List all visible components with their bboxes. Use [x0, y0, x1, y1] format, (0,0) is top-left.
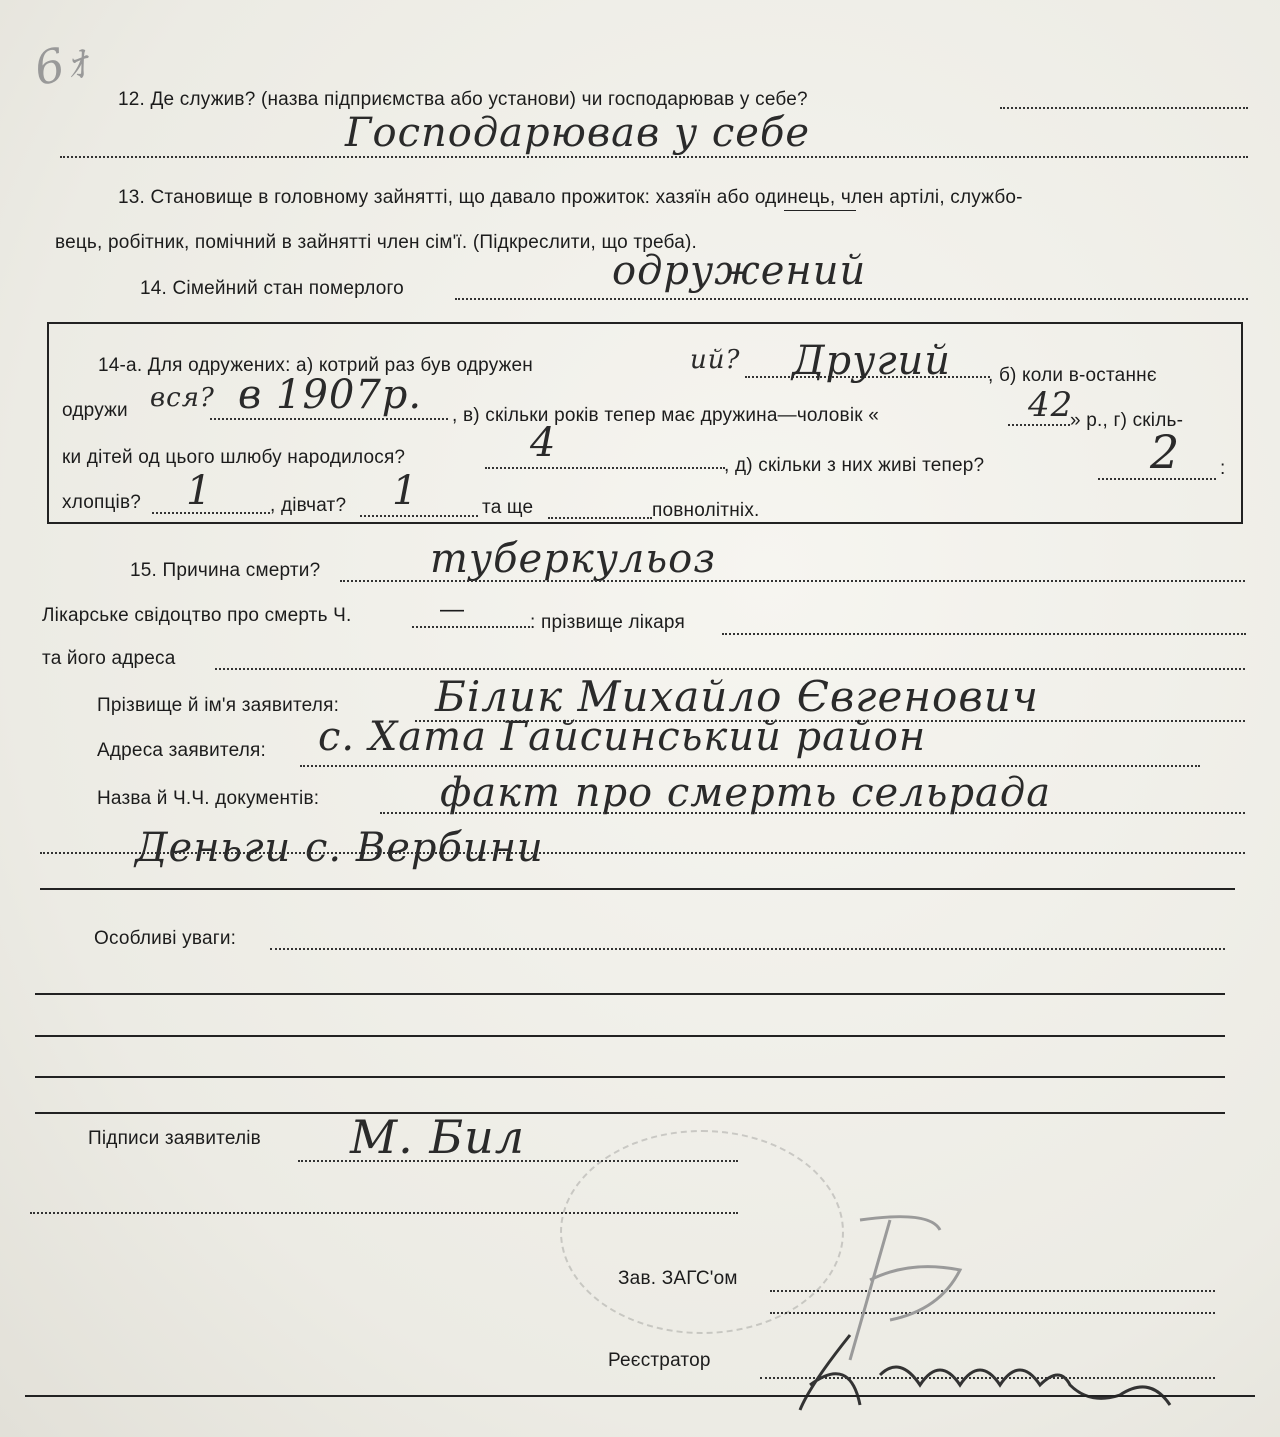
remarks-line-4	[35, 1076, 1225, 1078]
q12-line-2	[60, 156, 1248, 158]
margin-note: 6ｫ	[29, 31, 94, 96]
q14a-c-answer: 42	[1028, 385, 1074, 425]
remarks-line-2	[35, 993, 1225, 995]
q13-line1: 13. Становище в головному зайнятті, що давало прожиток: хазяїн або одинець, член артілі, службо-	[118, 187, 1023, 208]
remarks-label: Особливі уваги:	[94, 928, 237, 949]
applicant-address-label: Адреса заявителя:	[97, 740, 266, 761]
registrar-signature	[790, 1315, 1180, 1425]
q14a-girls-answer: 1	[392, 468, 419, 514]
q14a-b-answer: в 1907р.	[238, 372, 423, 418]
q14-label: 14. Сімейний стан померлого	[140, 278, 404, 299]
registrar-label: Реєстратор	[608, 1350, 711, 1371]
q14a-b-dots	[210, 418, 448, 420]
q14a-more-dots	[548, 517, 652, 519]
q15-answer: туберкульоз	[430, 536, 717, 582]
applicant-docs-label: Назва й Ч.Ч. документів:	[97, 788, 320, 809]
applicant-address-answer: с. Хата Гайсинський район	[318, 714, 927, 760]
applicant-name-label: Прізвище й ім'я заявителя:	[97, 695, 340, 716]
q15-dots	[340, 580, 1245, 582]
q14a-c-end: » р., г) скіль-	[1070, 410, 1184, 431]
doctor-label: Лікарське свідоцтво про смерть Ч.	[42, 605, 352, 626]
q14a-g-dots	[485, 467, 725, 469]
q12-answer: Господарював у себе	[345, 110, 811, 156]
applicant-docs-dots	[380, 812, 1245, 814]
q14a-g-answer: 4	[530, 420, 557, 466]
docs-line-2	[40, 852, 1245, 854]
q14a-b-label: , б) коли в-останнє	[988, 365, 1157, 386]
faded-stamp	[560, 1130, 844, 1334]
remarks-dots	[270, 948, 1225, 950]
docs-line-3	[40, 888, 1235, 890]
applicant-docs-answer: факт про смерть сельрада	[440, 770, 1052, 816]
q14a-a-answer: Другий	[792, 338, 952, 384]
q14a-c-label: , в) скільки років тепер має дружина—чоловік «	[452, 405, 880, 426]
khazyain-underline	[784, 210, 856, 211]
applicant-address-dots	[300, 765, 1200, 767]
q14a-d-colon: :	[1220, 458, 1226, 479]
applicant-name-answer: Білик Михайло Євгенович	[435, 672, 1039, 721]
doctor-address-label: та його адреса	[42, 648, 176, 669]
q15-label: 15. Причина смерти?	[130, 560, 321, 581]
q14a-line3: ки дітей од цього шлюбу народилося?	[62, 447, 406, 468]
q14-answer: одружений	[612, 248, 867, 294]
zags-label: Зав. ЗАГС'ом	[618, 1268, 738, 1289]
q14a-b-suffix: вся?	[150, 383, 215, 413]
q14a-d-label: , д) скільки з них живі тепер?	[724, 455, 985, 476]
q12-dots	[1000, 107, 1248, 109]
doctor-number-dots	[412, 626, 530, 628]
q14a-line1: 14-а. Для одружених: а) котрий раз був одружен	[98, 355, 533, 376]
remarks-line-3	[35, 1035, 1225, 1037]
signatures-label: Підписи заявителів	[88, 1128, 261, 1149]
q14a-d-answer: 2	[1150, 425, 1181, 479]
signatures-answer: М. Бил	[350, 1110, 526, 1164]
q14a-line2-start: одружи	[62, 400, 128, 421]
q14a-a-suffix: ий?	[690, 345, 741, 375]
q14a-adult-label: повнолітніх.	[652, 500, 760, 521]
doctor-name-label: : прізвище лікаря	[530, 612, 685, 633]
doctor-number: —	[440, 596, 465, 623]
q14a-boys-answer: 1	[186, 468, 213, 514]
q14a-more-label: та ще	[482, 497, 534, 518]
q14a-boys-label: хлопців?	[62, 492, 142, 513]
q14-dots	[455, 298, 1248, 300]
bottom-rule	[25, 1395, 1255, 1397]
q14a-girls-dots	[360, 515, 478, 517]
q13-line2: вець, робітник, помічний в зайнятті член сім'ї. (Підкреслити, що треба).	[55, 232, 697, 253]
q14a-girls-label: , дівчат?	[270, 495, 347, 516]
remarks-line-5	[35, 1112, 1225, 1114]
applicant-docs-answer-2: Деньги с. Вербини	[135, 825, 544, 871]
q12-label: 12. Де служив? (назва підприємства або установи) чи господарював у себе?	[118, 89, 808, 110]
doctor-address-dots	[215, 668, 1245, 670]
doctor-name-dots	[722, 633, 1246, 635]
